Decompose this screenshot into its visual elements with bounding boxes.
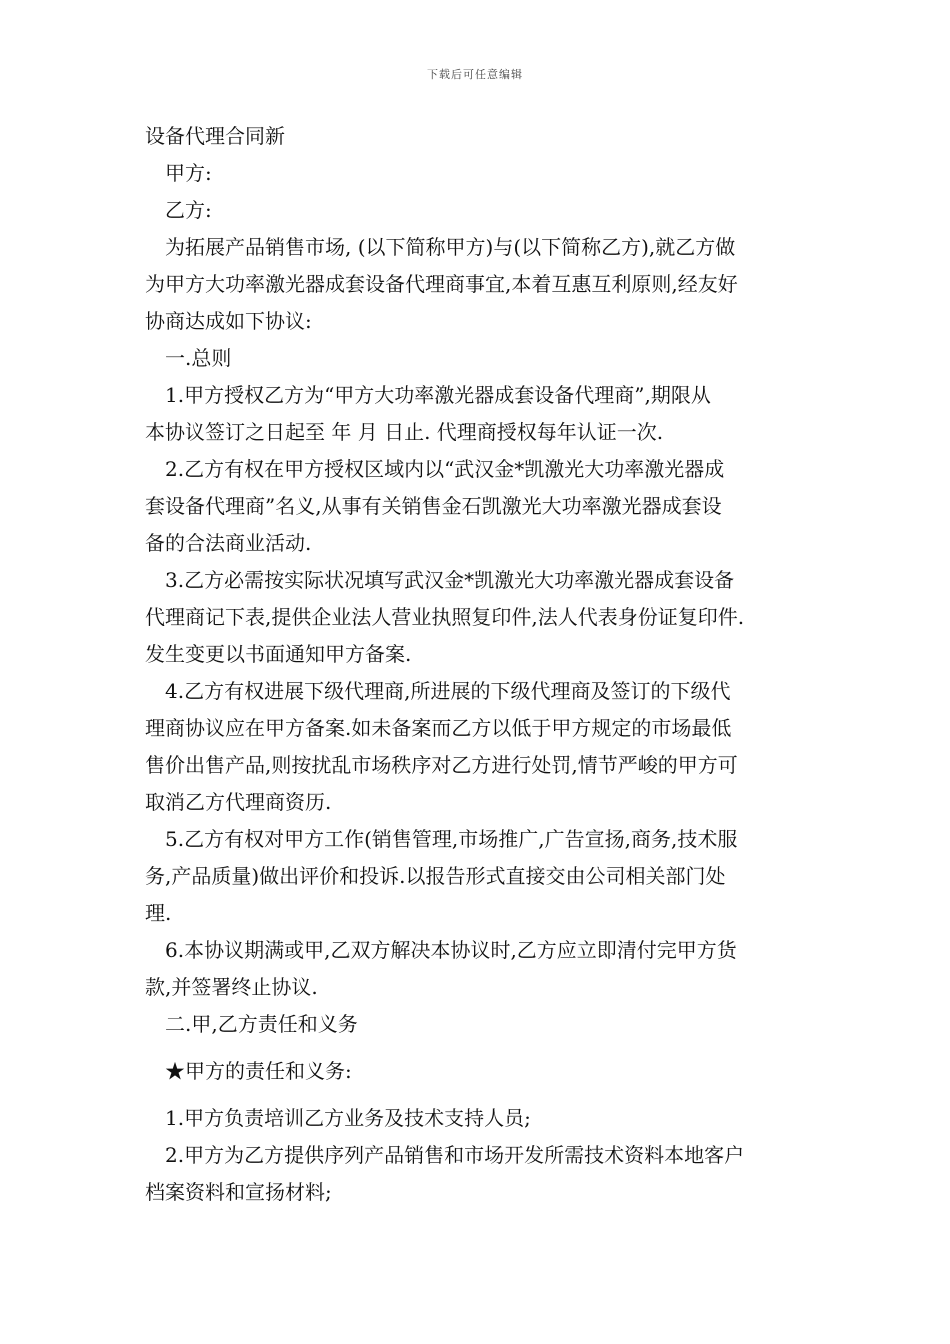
clause-5-line: 务,产品质量)做出评价和投诉.以报告形式直接交由公司相关部门处: [145, 864, 726, 888]
clause-5-line: 理.: [145, 901, 172, 925]
party-a-line: 甲方:: [165, 161, 212, 185]
preamble-line: 为甲方大功率激光器成套设备代理商事宜,本着互惠互利原则,经友好: [145, 272, 738, 296]
document-title: 设备代理合同新: [145, 124, 285, 148]
clause-4-line: 取消乙方代理商资历.: [145, 790, 332, 814]
clause-5-line: 5.乙方有权对甲方工作(销售管理,市场推广,广告宣扬,商务,技术服: [165, 827, 738, 851]
section-heading-duties: 二.甲,乙方责任和义务: [165, 1012, 358, 1036]
clause-2-line: 2.乙方有权在甲方授权区域内以“武汉金*凯激光大功率激光器成: [165, 457, 725, 481]
duty-2-line: 2.甲方为乙方提供序列产品销售和市场开发所需技术资料本地客户: [165, 1143, 745, 1167]
page-header-note: 下载后可任意编辑: [427, 68, 523, 81]
clause-3-line: 3.乙方必需按实际状况填写武汉金*凯激光大功率激光器成套设备: [165, 568, 735, 592]
clause-2-line: 备的合法商业活动.: [145, 531, 312, 555]
party-b-line: 乙方:: [165, 198, 212, 222]
duty-1-line: 1.甲方负责培训乙方业务及技术支持人员;: [165, 1106, 531, 1130]
clause-2-line: 套设备代理商”名义,从事有关销售金石凯激光大功率激光器成套设: [145, 494, 722, 518]
duty-2-line: 档案资料和宣扬材料;: [145, 1180, 332, 1204]
section-heading-general: 一.总则: [165, 346, 232, 370]
clause-4-line: 4.乙方有权进展下级代理商,所进展的下级代理商及签订的下级代: [165, 679, 731, 703]
clause-4-line: 售价出售产品,则按扰乱市场秩序对乙方进行处罚,情节严峻的甲方可: [145, 753, 738, 777]
subheading-party-a-duties: ★甲方的责任和义务:: [165, 1059, 352, 1083]
document-body: [145, 118, 815, 1211]
preamble-line: 为拓展产品销售市场, (以下简称甲方)与(以下简称乙方),就乙方做: [165, 235, 736, 259]
preamble-line: 协商达成如下协议:: [145, 309, 312, 333]
clause-6-line: 6.本协议期满或甲,乙双方解决本协议时,乙方应立即清付完甲方货: [165, 938, 737, 962]
clause-3-line: 代理商记下表,提供企业法人营业执照复印件,法人代表身份证复印件.: [145, 605, 745, 629]
clause-6-line: 款,并签署终止协议.: [145, 975, 318, 999]
clause-4-line: 理商协议应在甲方备案.如未备案而乙方以低于甲方规定的市场最低: [145, 716, 732, 740]
clause-3-line: 发生变更以书面通知甲方备案.: [145, 642, 412, 666]
clause-1-line: 1.甲方授权乙方为“甲方大功率激光器成套设备代理商”,期限从: [165, 383, 711, 407]
clause-1-line: 本协议签订之日起至 年 月 日止. 代理商授权每年认证一次.: [145, 420, 664, 444]
